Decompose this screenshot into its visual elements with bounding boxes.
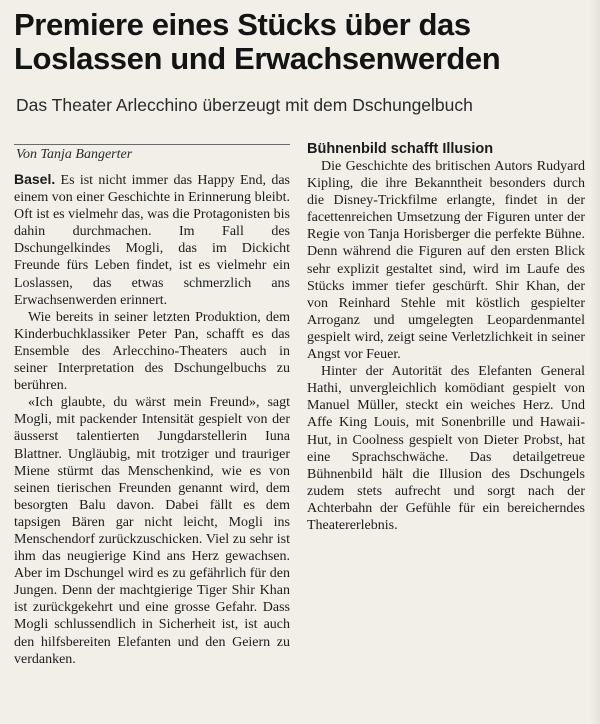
article-dateline: Basel.	[14, 171, 56, 187]
article-headline: Premiere eines Stücks über das Loslassen und Erwachsenwerden	[14, 7, 501, 76]
article-subtitle: Das Theater Arlecchino überzeugt mit dem Dschungelbuch	[16, 95, 473, 115]
article-subhead: Bühnenbild schafft Illusion	[307, 141, 494, 157]
paragraph-4: Die Geschichte des britischen Autors Rudyard Kipling, die ihre Bekanntheit besonders durch die Disney-Trickfilme erlangte, findet in der facettenreichen Umsetzung der Figuren unter der Regie von Tanja Horisberger die perfekte Bühne. Denn während die Figuren auf den ersten Blick sehr explizit gestaltet sind, wird im Laufe des Stücks immer tiefer geschürft. Shir Khan, der von Reinhard Stehle mit köstlich gespielter Arroganz und umgelegten Leopardenmantel gespielt wird, zeigt seine Verletzlichkeit in seiner Angst vor Feuer.	[307, 159, 585, 363]
paragraph-5: Hinter der Autorität des Elefanten General Hathi, unvergleichlich komödiant gespielt von Manuel Müller, steckt ein weiches Herz. Und Affe King Louis, mit Sonenbrille und Hawaii-Hut, in Coolness gespielt von Dieter Probst, hat eine Sprachschwäche. Das detailgetreue Bühnenbild hält die Illusion des Dschungels zudem stets aufrecht und sorgt nach der Achterbahn der Gefühle für ein bereicherndes Theatererlebnis.	[307, 364, 585, 533]
paragraph-3: «Ich glaubte, du wärst mein Freund», sagt Mogli, mit packender Intensität gespielt von der äusserst talentierten Jungdarstellerin Iuna Blattner. Ungläubig, mit trotziger und trauriger Miene stürmt das Menschenkind, wie es von seinen tierischen Freunden genannt wird, dem besorgten Balu davon. Dabei fällt es dem tapsigen Bären gar nicht leicht, Mogli ins Menschendorf zurückzuschicken. Viel zu sehr ist ihm das neugierige Kind ans Herz gewachsen. Aber im Dschungel wird es zu gefährlich für den Jungen. Denn der machtgierige Tiger Shir Khan ist zurückgekehrt und eine grosse Gefahr. Dass Mogli schlussendlich in Sicherheit ist, ist auch den hilfsbereiten Elefanten und den Geiern zu verdanken.	[14, 395, 290, 667]
paragraph-1-text: Es ist nicht immer das Happy End, das einem von einer Geschichte in Erinnerung bleibt. Oft ist es vielmehr das, was die Protagonisten bis dahin durchmachen. Im Fall des Dschungelkindes Mogli, das im Dickicht Freunde fürs Leben findet, ist es vielmehr ein Loslassen, das etwas schmerzlich ans Erwachsenwerden erinnert.	[14, 173, 291, 308]
paragraph-intro	[14, 171, 290, 309]
page-edge-shadow	[590, 0, 600, 724]
article-column-left	[14, 149, 290, 668]
byline-rule	[14, 144, 290, 145]
paragraph-2: Wie bereits in seiner letzten Produktion, dem Kinderbuchklassiker Peter Pan, schafft es das Ensemble des Arlecchino-Theaters auch in seiner Interpretation des Dschungelbuchs zu berühren.	[14, 309, 290, 394]
article-byline: Von Tanja Bangerter	[16, 147, 133, 162]
article-column-right	[307, 130, 585, 534]
